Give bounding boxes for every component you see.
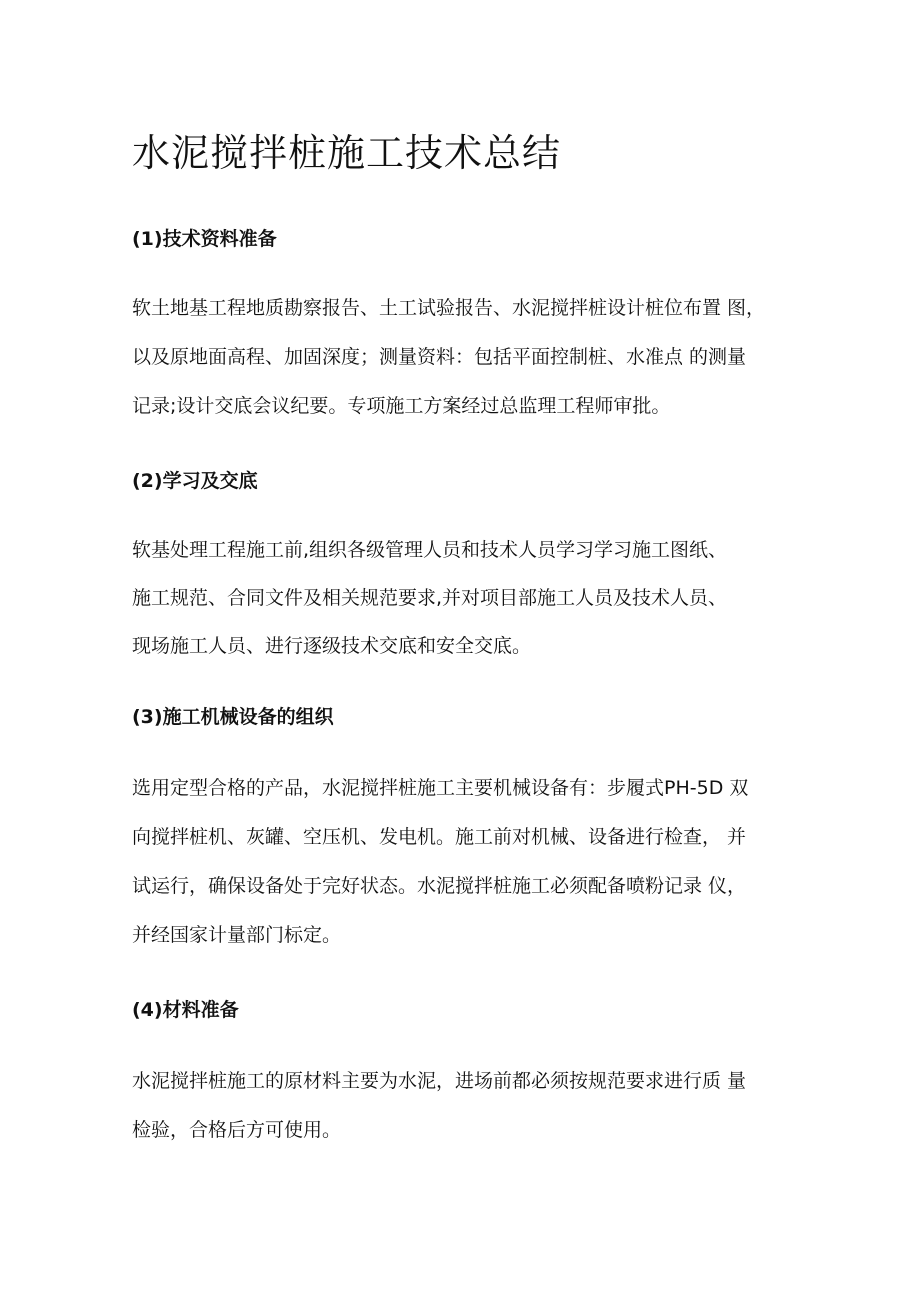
- section-3-line-3: 试运行，确保设备处于完好状态。水泥搅拌桩施工必须配备喷粉记录 仪，: [132, 875, 747, 897]
- section-heading-3: (3)施工机械设备的组织: [132, 706, 334, 728]
- section-3-line-1: 选用定型合格的产品，水泥搅拌桩施工主要机械设备有：步履式PH-5D 双: [132, 777, 749, 799]
- section-heading-2: (2)学习及交底: [132, 470, 258, 492]
- section-1-line-2: 以及原地面高程、加固深度；测量资料：包括平面控制桩、水准点 的测量: [132, 346, 747, 368]
- section-3-line-4: 并经国家计量部门标定。: [132, 924, 342, 946]
- section-2-line-3: 现场施工人员、进行逐级技术交底和安全交底。: [132, 635, 532, 657]
- section-3-line-2: 向搅拌桩机、灰罐、空压机、发电机。施工前对机械、设备进行检查， 并: [132, 826, 747, 848]
- document-title: 水泥搅拌桩施工技术总结: [132, 131, 562, 175]
- section-heading-4: (4)材料准备: [132, 999, 239, 1021]
- section-4-line-2: 检验，合格后方可使用。: [132, 1119, 342, 1141]
- section-1-line-3: 记录;设计交底会议纪要。专项施工方案经过总监理工程师审批。: [132, 395, 671, 417]
- section-1-line-1: 软土地基工程地质勘察报告、土工试验报告、水泥搅拌桩设计桩位布置 图，: [132, 297, 766, 319]
- section-2-line-2: 施工规范、合同文件及相关规范要求,并对项目部施工人员及技术人员、: [132, 587, 728, 609]
- section-heading-1: (1)技术资料准备: [132, 228, 277, 250]
- section-4-line-1: 水泥搅拌桩施工的原材料主要为水泥，进场前都必须按规范要求进行质 量: [132, 1070, 747, 1092]
- section-2-line-1: 软基处理工程施工前,组织各级管理人员和技术人员学习学习施工图纸、: [132, 539, 728, 561]
